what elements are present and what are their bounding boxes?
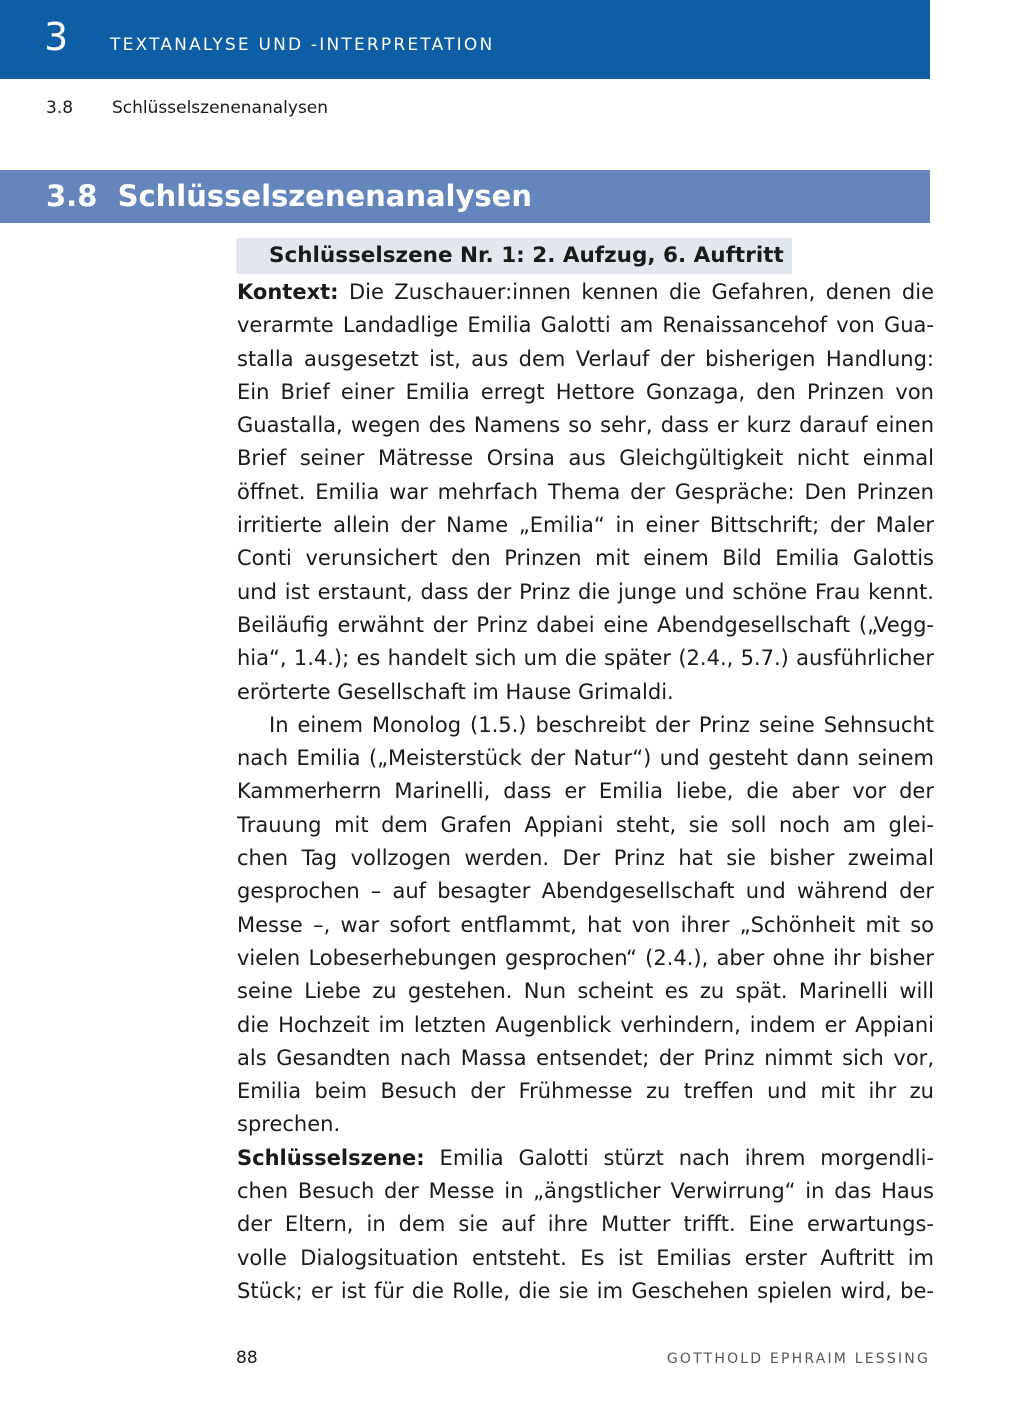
text-line: der Eltern, in dem sie auf ihre Mutter trifft. Eine erwartungs- [237, 1212, 934, 1237]
text-line: chen Besuch der Messe in „ängstlicher Verwirrung“ in das Haus [237, 1179, 934, 1204]
text-line: volle Dialogsituation entsteht. Es ist Emilias erster Auftritt im [237, 1245, 934, 1270]
text-line: hia“, 1.4.); es handelt sich um die später (2.4., 5.7.) ausführlicher [237, 646, 934, 671]
paragraph-context [237, 276, 934, 1308]
paragraph-first-line [237, 276, 934, 309]
text-line: irritierte allein der Name „Emilia“ in einer Bittschrift; der Maler [237, 513, 934, 538]
text-line: chen Tag vollzogen werden. Der Prinz hat sie bisher zweimal [237, 846, 934, 871]
text-line: vielen Lobeserhebungen gesprochen“ (2.4.), aber ohne ihr bisher [237, 945, 934, 970]
chapter-title: TEXTANALYSE UND -INTERPRETATION [110, 35, 495, 55]
text-line: als Gesandten nach Massa entsendet; der Prinz nimmt sich vor, [237, 1045, 934, 1070]
text-run: Emilia Galotti stürzt nach ihrem morgendli- [424, 1145, 934, 1170]
text-line: die Hochzeit im letzten Augenblick verhindern, indem er Appiani [237, 1012, 934, 1037]
text-line: seine Liebe zu gestehen. Nun scheint es zu spät. Marinelli will [237, 979, 934, 1004]
paragraph-first-line [237, 1142, 934, 1175]
text-line: Trauung mit dem Grafen Appiani steht, sie soll noch am glei- [237, 812, 934, 837]
text-line: Brief seiner Mätresse Orsina aus Gleichgültigkeit nicht einmal [237, 446, 934, 471]
text-line: sprechen. [237, 1112, 341, 1137]
text-line: Conti verunsichert den Prinzen mit einem Bild Emilia Galottis [237, 546, 934, 571]
chapter-number: 3 [44, 15, 69, 59]
text-line: verarmte Landadlige Emilia Galotti am Renaissancehof von Gua- [237, 313, 934, 338]
text-line: Guastalla, wegen des Namens so sehr, dass er kurz darauf einen [237, 413, 934, 438]
text-line: Emilia beim Besuch der Frühmesse zu treffen und mit ihr zu [237, 1079, 934, 1104]
text-line: Ein Brief einer Emilia erregt Hettore Gonzaga, den Prinzen von [237, 379, 934, 404]
section-title: 3.8 Schlüsselszenenanalysen [46, 179, 532, 213]
page-number: 88 [236, 1348, 258, 1368]
lead-label: Schlüsselszene: [237, 1145, 425, 1170]
text-line: Messe –, war sofort entflammt, hat von ihrer „Schönheit mit so [237, 912, 934, 937]
text-run: Die Zuschauer:innen kennen die Gefahren, denen die [338, 280, 934, 304]
text-line: stalla ausgesetzt ist, aus dem Verlauf der bisherigen Handlung: [237, 346, 934, 371]
lead-label: Kontext: [237, 280, 339, 304]
text-line: und ist erstaunt, dass der Prinz die junge und schöne Frau kennt. [237, 579, 934, 604]
text-line: Beiläufig erwähnt der Prinz dabei eine Abendgesellschaft („Vegg- [237, 612, 934, 637]
text-line: öffnet. Emilia war mehrfach Thema der Gespräche: Den Prinzen [237, 479, 934, 504]
scene-title: Schlüsselszene Nr. 1: 2. Aufzug, 6. Auftritt [269, 243, 784, 268]
text-line: Stück; er ist für die Rolle, die sie im Geschehen spielen wird, be- [237, 1278, 934, 1303]
text-line: nach Emilia („Meisterstück der Natur“) und gesteht dann seinem [237, 746, 934, 771]
text-line: gesprochen – auf besagter Abendgesellschaft und während der [237, 879, 934, 904]
text-line: In einem Monolog (1.5.) beschreibt der Prinz seine Sehnsucht [269, 712, 934, 737]
running-head-number: 3.8 [46, 98, 74, 118]
running-head-label: Schlüsselszenenanalysen [112, 98, 329, 118]
text-line: erörterte Gesellschaft im Hause Grimaldi. [237, 679, 674, 704]
text-line: Kammerherrn Marinelli, dass er Emilia liebe, die aber vor der [237, 779, 934, 804]
footer-author: GOTTHOLD EPHRAIM LESSING [666, 1351, 930, 1367]
